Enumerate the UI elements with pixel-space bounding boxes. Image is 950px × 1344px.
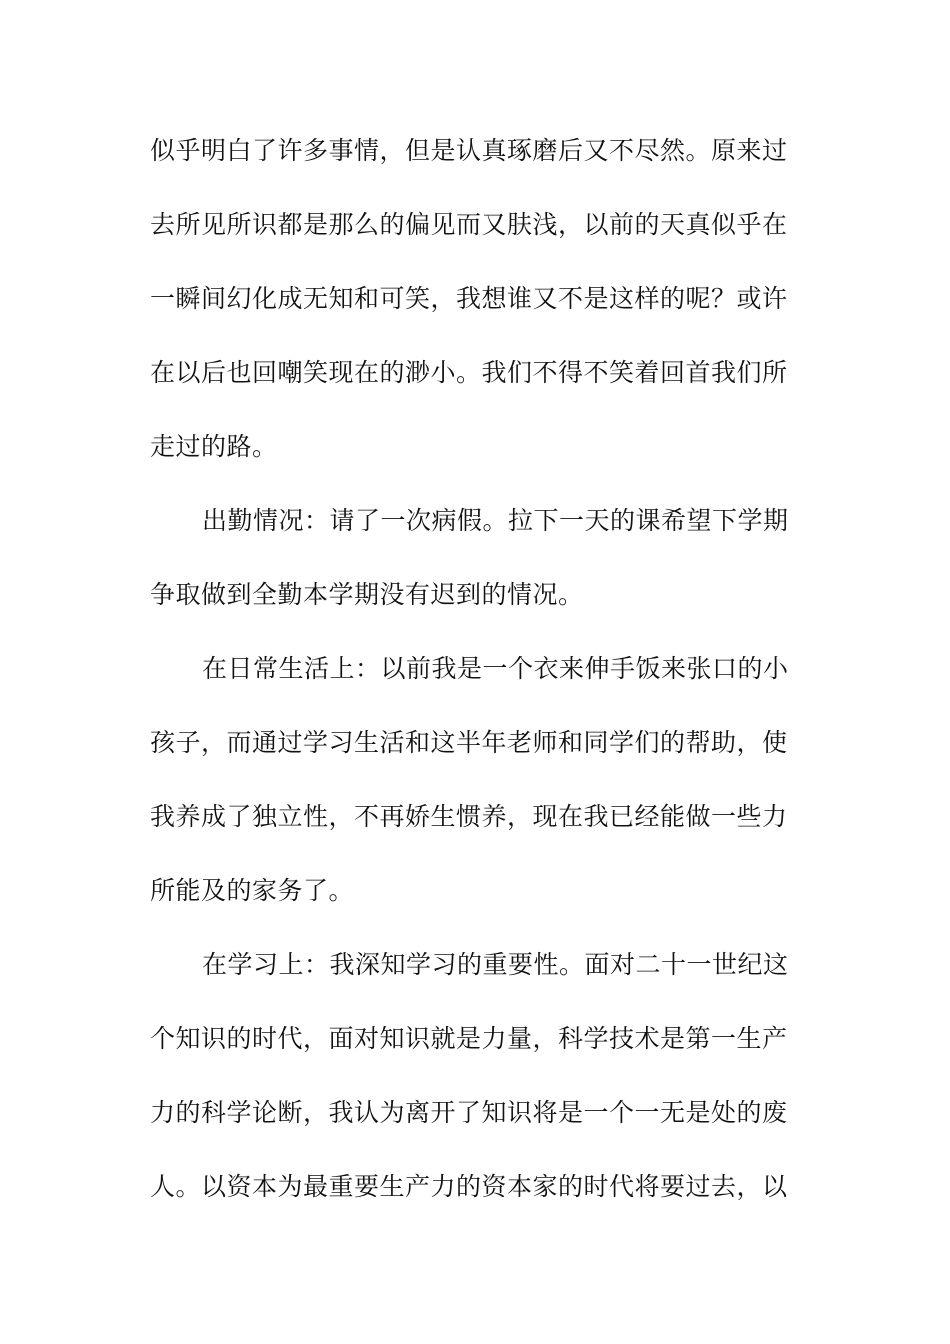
- text-line: 个知识的时代，面对知识就是力量，科学技术是第一生产: [150, 1024, 788, 1053]
- text-line: 一瞬间幻化成无知和可笑，我想谁又不是这样的呢？或许: [150, 284, 788, 313]
- text-line: 在以后也回嘲笑现在的渺小。我们不得不笑着回首我们所: [150, 358, 788, 387]
- text-line: 孩子，而通过学习生活和这半年老师和同学们的帮助，使: [150, 728, 788, 757]
- text-line: 所能及的家务了。: [150, 876, 355, 905]
- paragraph-start-line: 在日常生活上：以前我是一个衣来伸手饭来张口的小: [202, 654, 789, 683]
- text-line: 力的科学论断，我认为离开了知识将是一个一无是处的废: [150, 1098, 788, 1127]
- text-line: 人。以资本为最重要生产力的资本家的时代将要过去，以: [150, 1172, 788, 1201]
- paragraph-start-line: 出勤情况：请了一次病假。拉下一天的课希望下学期: [202, 506, 789, 535]
- text-line: 走过的路。: [150, 432, 278, 461]
- text-line: 去所见所识都是那么的偏见而又肤浅，以前的天真似乎在: [150, 210, 788, 239]
- text-line: 争取做到全勤本学期没有迟到的情况。: [150, 580, 584, 609]
- paragraph-start-line: 在学习上：我深知学习的重要性。面对二十一世纪这: [202, 950, 789, 979]
- text-line: 我养成了独立性，不再娇生惯养，现在我已经能做一些力: [150, 802, 788, 831]
- text-line: 似乎明白了许多事情，但是认真琢磨后又不尽然。原来过: [150, 136, 788, 165]
- body-text: [150, 114, 790, 1224]
